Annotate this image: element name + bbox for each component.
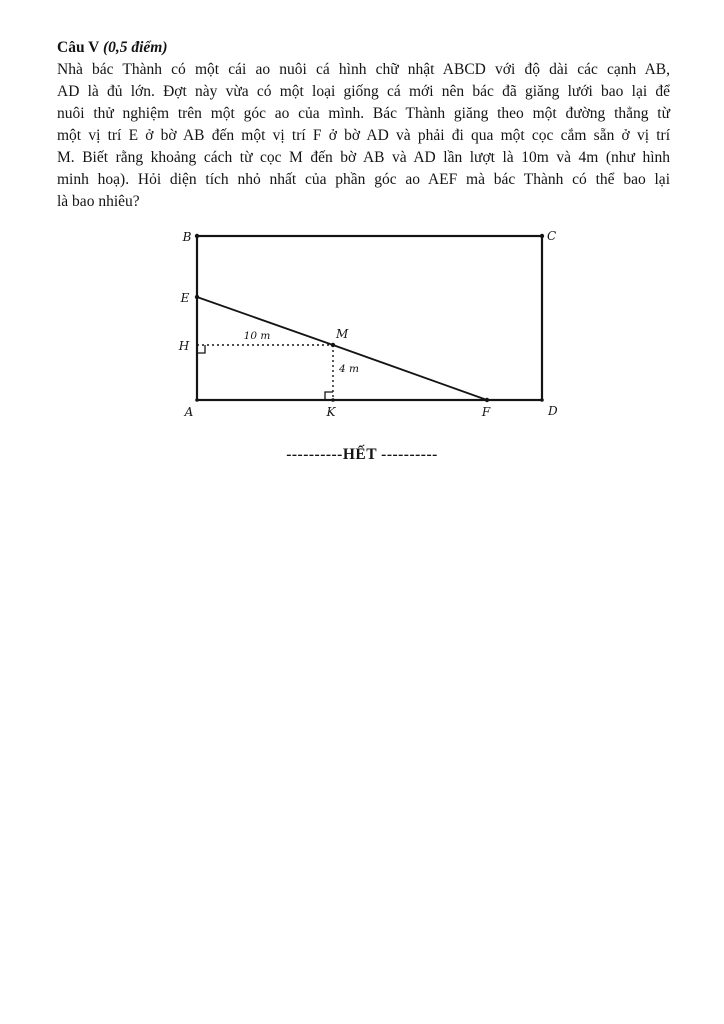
point-dot-K [331,398,335,402]
point-dot-B [195,234,199,238]
body-line-7: là bao nhiêu? [57,193,140,210]
question-points: (0,5 điểm) [102,39,168,56]
body-line-6: minh hoạ). Hỏi diện tích nhỏ nhất của phần góc ao AEF mà bác Thành có thể bao lại [57,171,670,188]
body-line-2: AD là đủ lớn. Đợt này vừa có một loại giống cá mới nên bác đã giăng lưới bao lại để [57,83,670,100]
label-E: E [180,291,190,305]
point-dot-A [195,398,199,402]
label-D: D [548,404,558,418]
label-M: M [336,327,349,341]
measurement-MK: 4 m [339,363,359,375]
label-A: A [184,405,194,419]
right-angle-mark-H [197,345,205,353]
point-dot-E [195,295,199,299]
body-line-5: M. Biết rằng khoảng cách từ cọc M đến bờ AB và AD lần lượt là 10m và 4m (như hình [57,149,670,166]
question-block [57,37,670,213]
label-B: B [182,230,192,244]
end-of-exam-marker: ----------HẾT ---------- [286,446,438,463]
point-dot-D [540,398,544,402]
body-line-3: nuôi thử nghiệm trên một góc ao của mình. Bác Thành giăng theo một đường thẳng từ [57,105,670,122]
point-dot-F [485,398,489,402]
label-H: H [178,339,190,353]
question-number: Câu V [57,39,100,56]
label-F: F [481,405,491,419]
rectangle-ABCD [197,236,542,400]
pond-diagram-svg [160,215,590,430]
measurement-HM: 10 m [243,330,271,342]
label-C: C [547,229,557,243]
point-dot-M [331,343,335,347]
label-K: K [326,405,336,419]
line-EF [197,297,487,400]
point-dot-C [540,234,544,238]
pond-diagram [160,215,590,430]
body-line-4: một vị trí E ở bờ AB đến một vị trí F ở bờ AD và phải đi qua một cọc cắm sẵn ở vị trí [57,127,670,144]
question-heading [57,37,670,59]
body-line-1: Nhà bác Thành có một cái ao nuôi cá hình chữ nhật ABCD với độ dài các cạnh AB, [57,61,670,78]
